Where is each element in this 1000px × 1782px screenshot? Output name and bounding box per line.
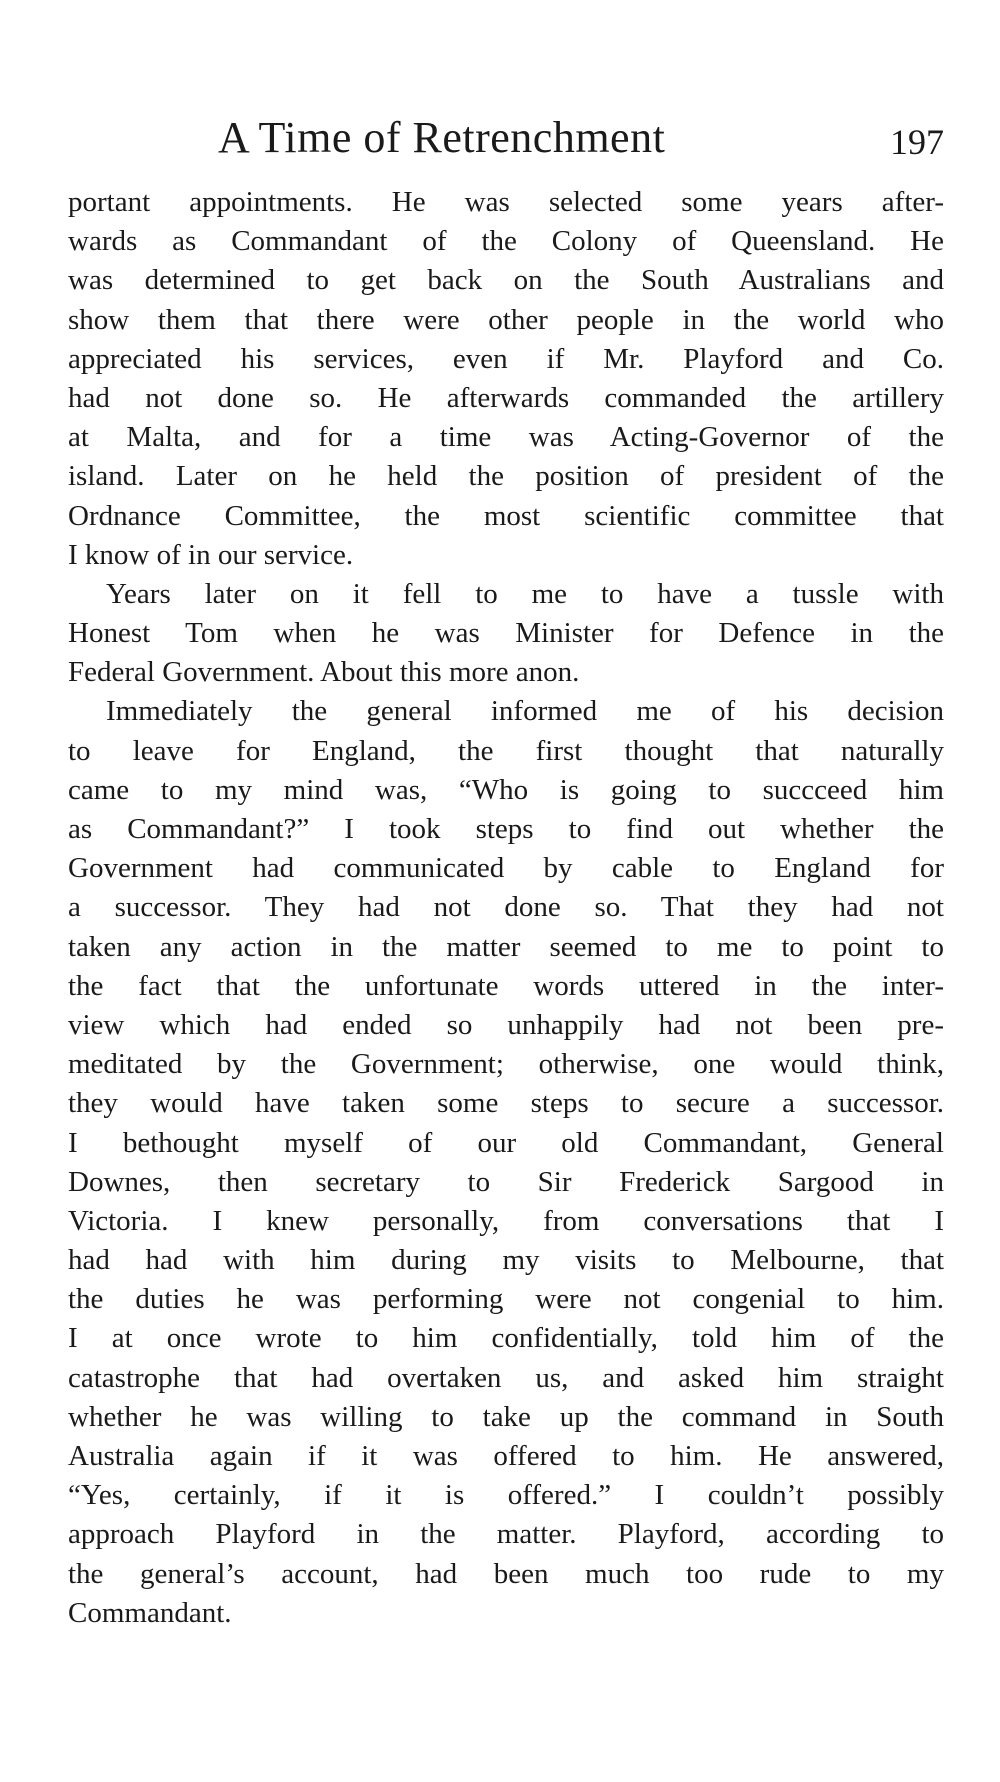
text-line: Immediately the general informed me of his decision [106,695,944,728]
text-line: approach Playford in the matter. Playford, according to [68,1518,944,1551]
text-line: wards as Commandant of the Colony of Queensland. He [68,225,944,258]
text-line: the fact that the unfortunate words uttered in the inter- [68,969,944,1002]
text-line: a successor. They had not done so. That they had not [68,891,944,924]
text-line: catastrophe that had overtaken us, and asked him straight [68,1361,944,1394]
text-line: portant appointments. He was selected some years after- [68,186,944,218]
text-line: Honest Tom when he was Minister for Defence in the [68,617,944,650]
text-line: appreciated his services, even if Mr. Playford and Co. [68,342,944,375]
text-line: Commandant. [68,1596,232,1629]
text-line: they would have taken some steps to secure a successor. [68,1087,944,1120]
running-title: A Time of Retrenchment [218,113,666,162]
page-number: 197 [890,122,944,162]
text-line: whether he was willing to take up the command in South [68,1400,944,1433]
text-line: I at once wrote to him confidentially, told him of the [68,1322,944,1355]
text-line: show them that there were other people in the world who [68,303,944,336]
text-line: meditated by the Government; otherwise, one would think, [68,1048,944,1081]
text-line: view which had ended so unhappily had not been pre- [68,1008,944,1041]
paragraph [68,183,944,575]
body-text [68,183,944,1633]
text-line: Downes, then secretary to Sir Frederick Sargood in [68,1165,944,1198]
text-line: I know of in our service. [68,538,354,571]
text-line: Years later on it fell to me to have a tussle with [106,577,944,610]
text-line: Ordnance Committee, the most scientific committee that [68,499,944,532]
text-line: had not done so. He afterwards commanded the artillery [68,381,944,414]
text-line: taken any action in the matter seemed to me to point to [68,930,944,963]
text-line: Federal Government. About this more anon. [68,656,580,689]
text-line: the general’s account, had been much too rude to my [68,1557,944,1590]
text-line: came to my mind was, “Who is going to succceed him [68,773,944,806]
text-line: island. Later on he held the position of president of the [68,460,944,493]
text-line: as Commandant?” I took steps to find out whether the [68,813,944,845]
text-line: Government had communicated by cable to England for [68,852,944,885]
paragraph [68,575,944,693]
page-header [68,108,944,168]
text-line: to leave for England, the first thought that naturally [68,734,944,767]
text-line: I bethought myself of our old Commandant, General [68,1126,944,1159]
text-line: was determined to get back on the South Australians and [68,264,944,297]
text-line: the duties he was performing were not congenial to him. [68,1283,944,1316]
text-line: Victoria. I knew personally, from conversations that I [68,1204,944,1237]
text-line: at Malta, and for a time was Acting-Governor of the [68,421,944,454]
text-line: had had with him during my visits to Melbourne, that [68,1244,944,1277]
paragraph [68,692,944,1633]
text-line: “Yes, certainly, if it is offered.” I couldn’t possibly [68,1479,944,1512]
text-line: Australia again if it was offered to him. He answered, [68,1440,944,1472]
